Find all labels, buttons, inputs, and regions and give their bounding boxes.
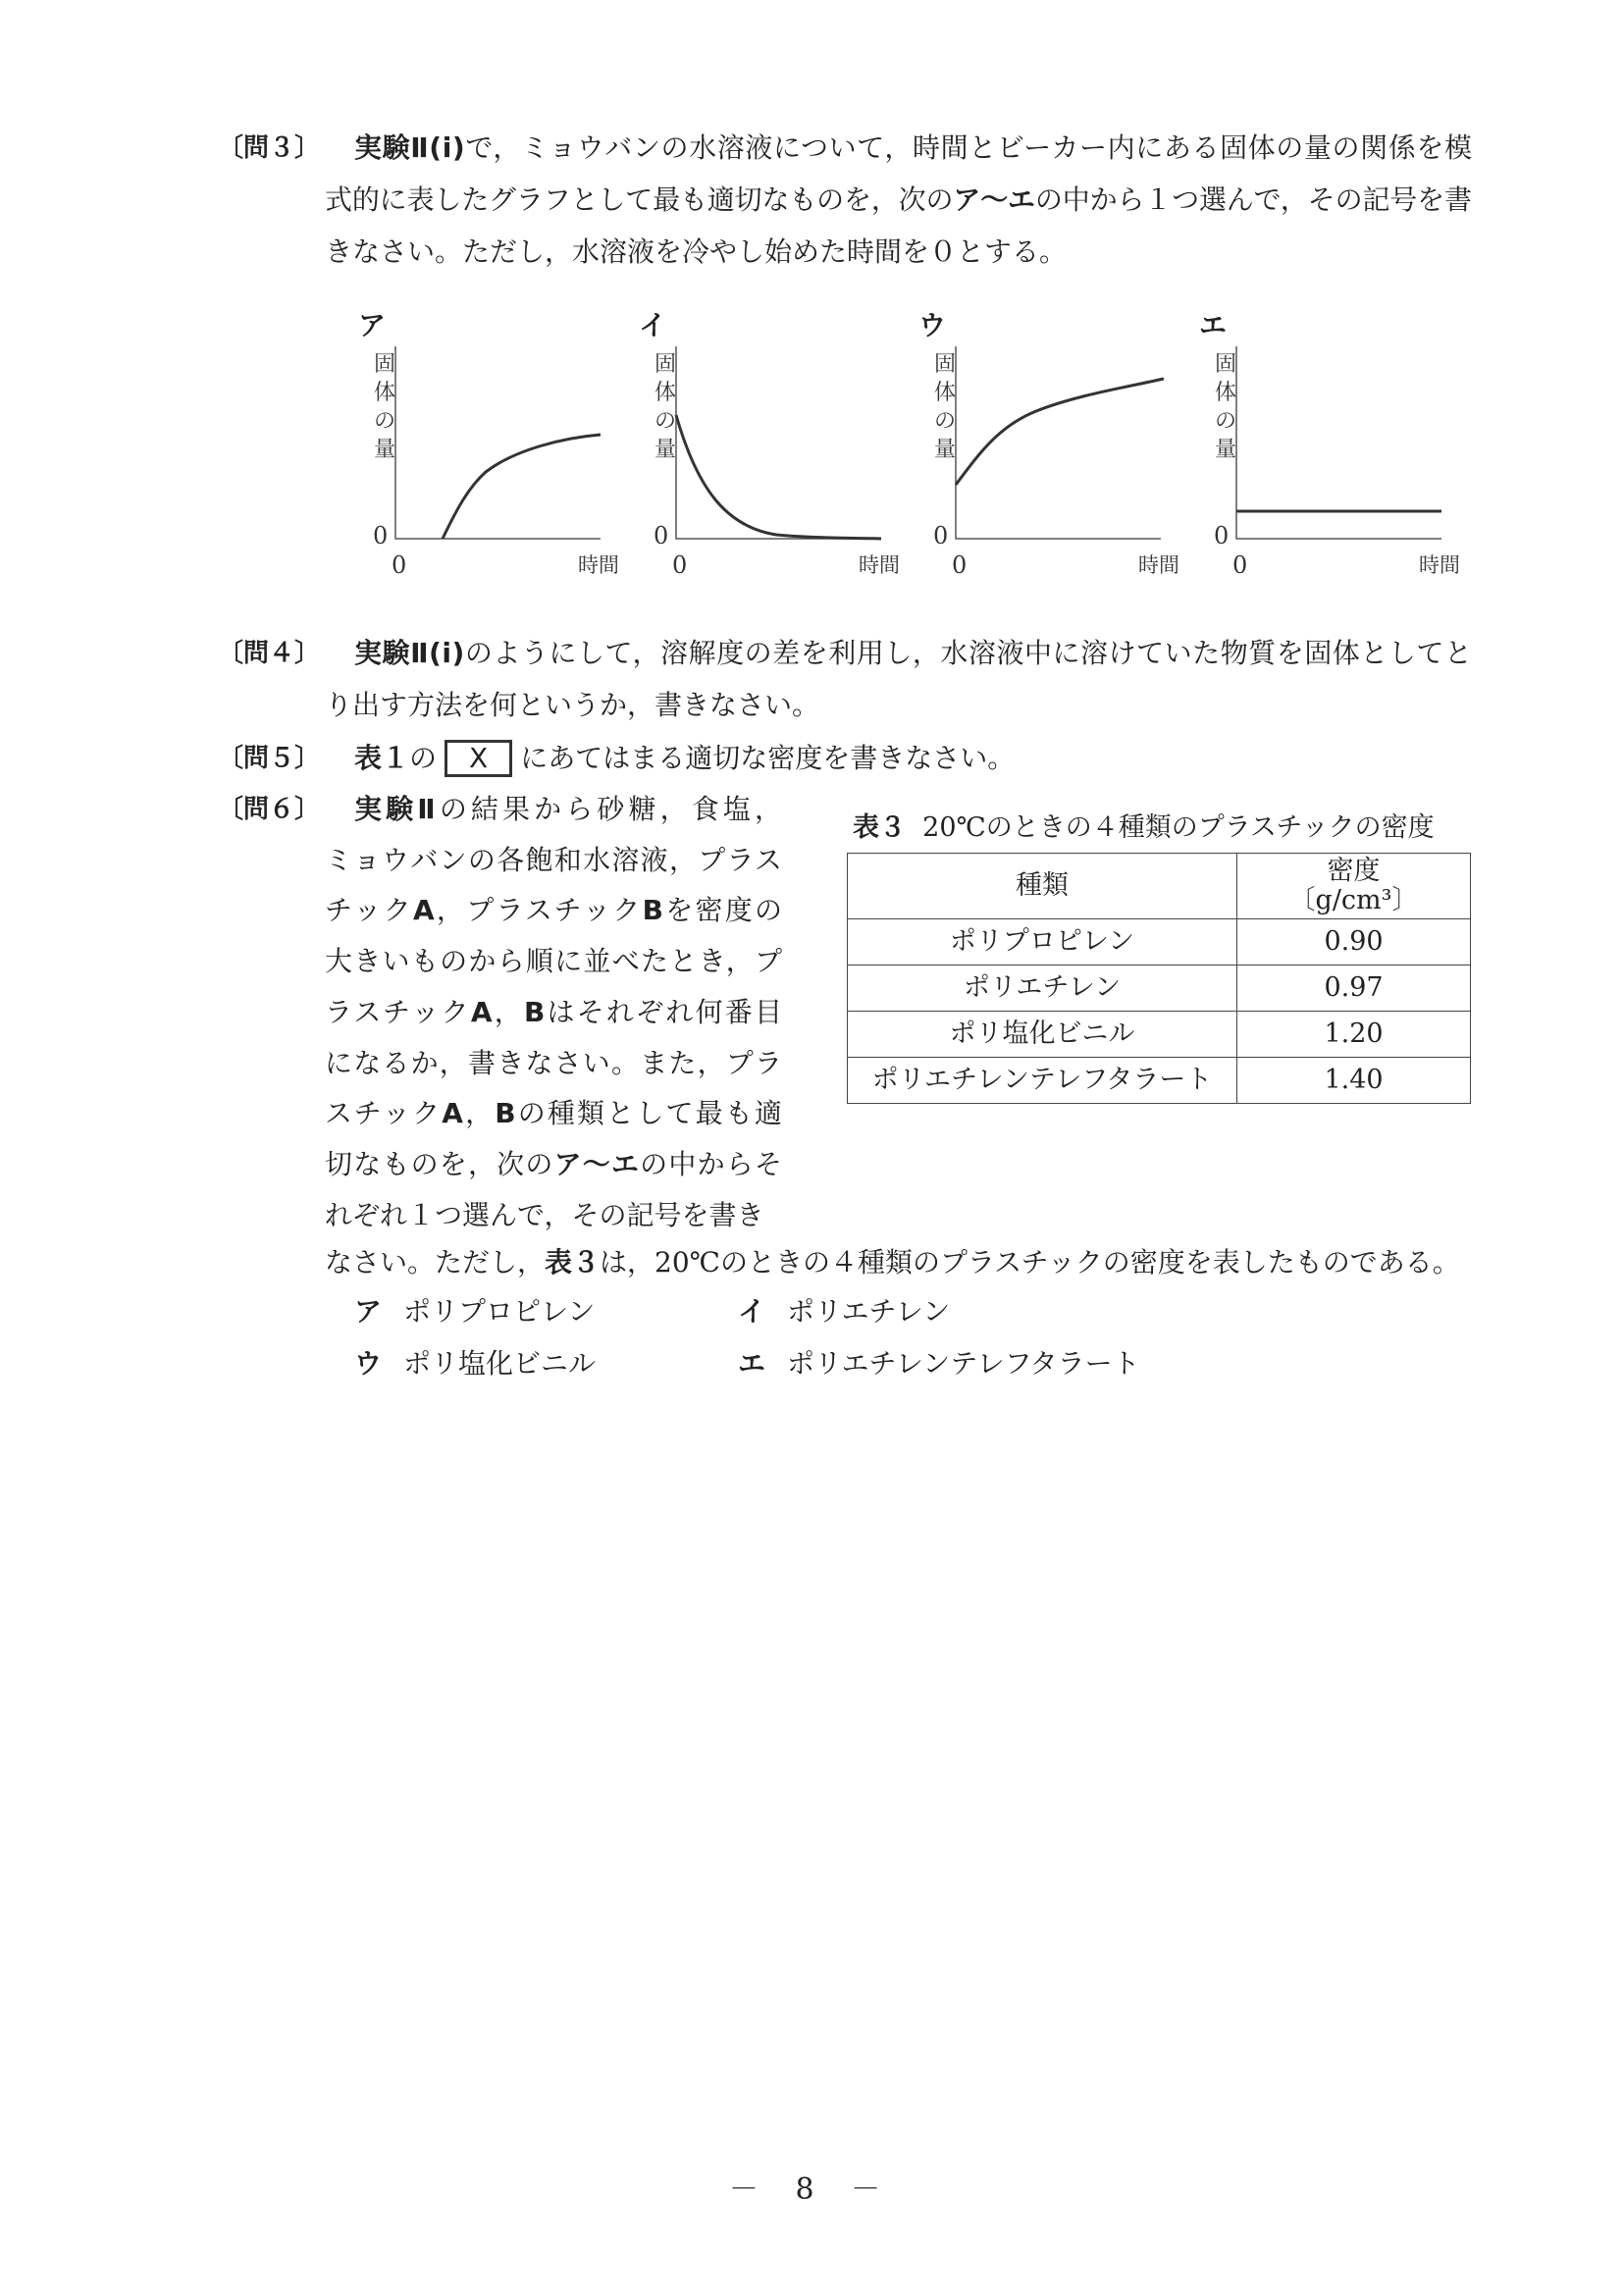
graph-3 [918,309,1203,584]
text-run: なさい。ただし， [325,1246,546,1278]
q5-particle: の [409,742,438,774]
graph-plot [639,309,923,584]
choice-item [354,1292,595,1331]
x-origin-label: 0 [672,551,688,579]
choice-text: ポリエチレン [787,1295,951,1328]
text-run: の種類として最も適 [517,1097,785,1130]
choice-mark: ア [354,1295,383,1328]
choice-item [354,1344,596,1383]
text-run: 切なものを，次の [325,1147,554,1180]
table3-caption [853,809,1435,848]
x-axis-label: 時間 [578,553,619,577]
q5-rest: にあてはまる適切な密度を書きなさい。 [520,742,1016,774]
x-origin-label: 0 [1232,551,1248,579]
choice-item [738,1292,950,1331]
table-row [848,919,1471,965]
graph-label: ア [358,309,387,341]
x-axis-label: 時間 [1419,553,1460,577]
header-kind: 種類 [848,854,1237,919]
text-line [325,1044,783,1083]
text-line [325,1094,784,1133]
y-origin-label: 0 [933,522,949,549]
table3-header [848,854,1471,919]
graph-2 [639,309,923,584]
axes [395,346,601,539]
x-axis-label: 時間 [859,553,900,577]
text-line [325,841,783,880]
graph-label: ウ [918,309,947,341]
bold-term: ア〜エ [953,183,1035,216]
curve-rise-after-delay [443,435,601,539]
bold-term: A [412,894,437,927]
graph-4 [1199,309,1484,584]
text-run: で，ミョウバンの水溶液について，時間とビーカー内にある固体の量の関係を模 [465,131,1473,164]
text-run: ， [465,1097,496,1130]
text-run: の中から１つ選んで，その記号を書 [1034,183,1472,216]
table-row [848,965,1471,1012]
text-run: を密度の [665,894,785,927]
choice-item [738,1344,1140,1383]
text-line [325,1196,763,1235]
bold-term: 実験Ⅱ [354,793,440,825]
graph-label: エ [1199,309,1228,341]
text-run: ，プラスチック [436,894,643,927]
y-axis-label: 固体の量 [373,352,395,462]
choice-mark: エ [738,1347,766,1380]
text-run: ミョウバンの各飽和水溶液，プラス [325,843,784,876]
cell-kind: ポリ塩化ビニル [848,1012,1237,1058]
x-origin-label: 0 [392,551,407,579]
text-run: ， [494,995,524,1028]
y-origin-label: 0 [654,522,669,549]
text-run: り出す方法を何というか，書きなさい。 [325,689,820,721]
text-line [325,942,783,981]
text-line [325,1243,1460,1282]
text-run: 大きいものから順に並べたとき，プ [325,945,784,978]
text-run: のようにして，溶解度の差を利用し，水溶液中に溶けていた物質を固体としてと [464,637,1473,669]
text-line [325,1145,783,1184]
q6-label: 〔問６〕 [218,795,321,824]
bold-term: 表３ [545,1246,601,1278]
table-row [848,1058,1471,1104]
y-axis-label: 固体の量 [933,352,956,462]
text-run: はそれぞれ何番目 [547,995,785,1028]
text-line [325,181,1472,220]
graph-label: イ [639,309,667,341]
text-line [354,634,1473,673]
graph-plot [1199,309,1484,584]
text-run: スチック [325,1097,443,1130]
graph-1 [358,309,643,584]
text-run: になるか，書きなさい。また，プラ [325,1046,784,1079]
text-line [325,233,1067,272]
bold-term: 実験Ⅱ(ⅰ) [354,131,466,164]
cell-kind: ポリエチレン [848,965,1237,1012]
page-number: － 8 － [728,2172,895,2207]
bold-term: B [642,894,666,927]
table3-caption-text: 20℃のときの４種類のプラスチックの密度 [922,812,1435,843]
text-line [354,790,786,829]
choice-text: ポリ塩化ビニル [403,1347,597,1380]
text-run: チック [325,894,413,927]
text-run: は，20℃のときの４種類のプラスチックの密度を表したものである。 [600,1246,1460,1278]
text-run: 式的に表したグラフとして最も適切なものを，次の [325,183,954,216]
y-origin-label: 0 [373,522,389,549]
cell-kind: ポリエチレンテレフタラート [848,1058,1237,1104]
bold-term: B [523,995,548,1028]
bold-term: A [442,1097,466,1130]
header-density-label: 密度 [1327,856,1381,886]
text-run: ラスチック [325,995,471,1028]
y-origin-label: 0 [1214,522,1230,549]
text-run: の中からそ [640,1147,784,1180]
text-line [325,891,784,930]
text-run: きなさい。ただし，水溶液を冷やし始めた時間を０とする。 [325,235,1068,268]
cell-density: 0.90 [1237,919,1471,965]
y-axis-label: 固体の量 [1214,352,1236,462]
q5-text [354,739,1015,778]
graph-plot [358,309,643,584]
axes [956,346,1161,539]
q3-label: 〔問３〕 [218,133,321,163]
header-density [1237,854,1471,919]
x-origin-label: 0 [952,551,968,579]
choice-mark: イ [738,1295,766,1328]
blank-box-x: X [445,740,512,777]
q4-label: 〔問４〕 [218,639,321,668]
bold-term: 実験Ⅱ(ⅰ) [354,637,465,669]
choice-mark: ウ [354,1347,383,1380]
bold-term: A [470,995,495,1028]
q5-label: 〔問５〕 [218,744,321,773]
x-axis-label: 時間 [1138,553,1179,577]
curve-rise-from-positive [956,379,1164,485]
table-ref: 表１ [354,742,410,774]
cell-density: 0.97 [1237,965,1471,1012]
cell-density: 1.40 [1237,1058,1471,1104]
table-row [848,1012,1471,1058]
choice-text: ポリエチレンテレフタラート [787,1347,1140,1380]
graph-plot [918,309,1203,584]
table3 [847,853,1471,1104]
cell-density: 1.20 [1237,1012,1471,1058]
text-run: の結果から砂糖，食塩， [439,793,787,825]
text-line [325,993,784,1032]
axes [676,346,881,539]
text-line [325,686,819,725]
cell-kind: ポリプロピレン [848,919,1237,965]
y-axis-label: 固体の量 [654,352,676,462]
curve-exponential-decay [676,415,881,539]
bold-term: ア〜エ [553,1147,641,1180]
table3-caption-label: 表３ [853,812,906,843]
choice-text: ポリプロピレン [403,1295,596,1328]
bold-term: B [495,1097,518,1130]
text-line [354,129,1473,168]
header-density-unit: 〔g/cm³〕 [1288,885,1419,915]
text-run: れぞれ１つ選んで，その記号を書き [325,1198,764,1231]
